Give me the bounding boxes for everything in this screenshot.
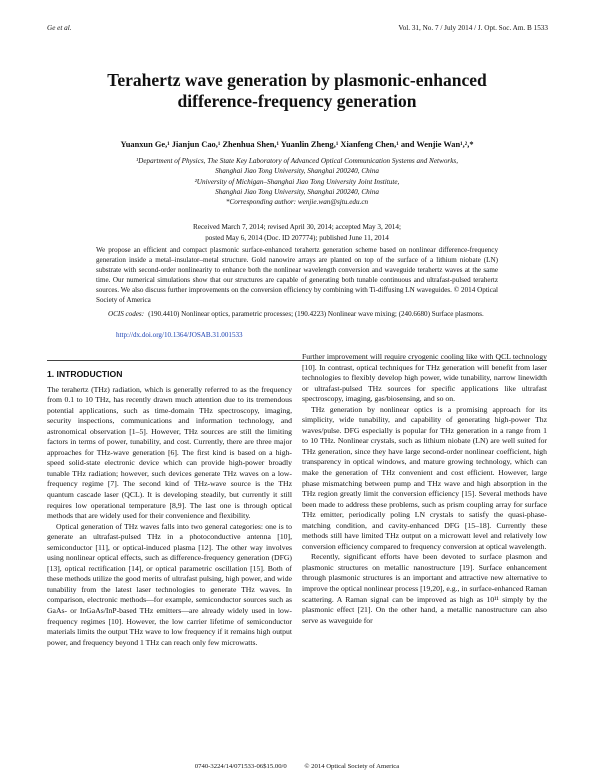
affiliations: [60, 156, 534, 207]
affiliation-line: Shanghai Jiao Tong University, Shanghai 200240, China: [215, 167, 379, 176]
affiliation-line: Shanghai Jiao Tong University, Shanghai 200240, China: [215, 187, 379, 196]
paper-title: [40, 70, 554, 112]
publication-dates: [60, 222, 534, 243]
paragraph: Further improvement will require cryogenic cooling like with QCL technology [10]. In contrast, optical techniques for THz generation will benefit from laser technologies to flexibly develop high power, wide tunability, narrow linewidth or ultrafast-pulsed THz sources for specific applications like ultrafast spectroscopy, imaging, gas/biosensing, and so on.: [302, 352, 547, 404]
section-heading: 1. INTRODUCTION: [47, 369, 123, 379]
title-line-1: Terahertz wave generation by plasmonic-enhanced: [107, 70, 487, 90]
dates-line-2: posted May 6, 2014 (Doc. ID 207774); published June 11, 2014: [205, 233, 389, 242]
abstract: We propose an efficient and compact plasmonic surface-enhanced terahertz generation scheme based on nonlinear difference-frequency generation inside a metal–insulator–metal structure. Gold nanowire arrays are planted on top of the surface of a lithium niobate (LN) substrate with second-order nonlinearity to enhance both the nonlinear wavelength conversion and waveguide terahertz waves at the same time. Our numerical simulations show that our structures are capable of generating both tunable continuous and ultrafast-pulsed terahertz sources. We also discuss further improvements on the conversion efficiency by combining with Ti-diffusing LN waveguides. © 2014 Optical Society of America: [96, 246, 498, 304]
page-footer: [47, 763, 547, 770]
affiliation-line: ¹Department of Physics, The State Key Laboratory of Advanced Optical Communication Systems and Networks,: [135, 157, 459, 165]
corresponding-author: *Corresponding author: wenjie.wan@sjtu.edu.cn: [225, 198, 369, 207]
doi-link[interactable]: http://dx.doi.org/10.1364/JOSAB.31.001533: [116, 331, 243, 339]
left-column: [47, 369, 292, 648]
ocis-label: OCIS codes:: [108, 310, 145, 318]
paragraph: The terahertz (THz) radiation, which is generally referred to as the frequency from 0.1 to 10 THz, has recently drawn much attention due to its tremendous potential applications, such as time-domain THz spectroscopy, imaging, security inspections, communications and information technology, and astronomical observation [1–5]. However, THz sources are still the limiting factors in terms of power, tunability, and cost. Currently, there are three major approaches for THz-wave generation [6]. The first kind is based on a high-speed solid-state electronic device which can provide high-power broadly tunable THz radiation; however, such devices generate THz waves on a low-frequency regime [7]. The second kind of THz-wave source is the THz quantum cascade laser (QCL). It is developing steadily, but currently it still requires low operational temperature [8,9]. The last one is through optical methods that are widely used for their convenience and flexibility.: [47, 384, 292, 521]
title-line-2: difference-frequency generation: [177, 91, 417, 111]
footer-copyright: © 2014 Optical Society of America: [304, 763, 400, 770]
ocis-codes: [108, 310, 498, 320]
running-header-authors: Ge et al.: [47, 24, 72, 32]
paragraph: THz generation by nonlinear optics is a promising approach for its simplicity, wide tunability, and capability of generating high-power Thz waves/pulse. DFG especially is popular for THz generation in a range from 1 to 10 THz. Nonlinear crystals, such as lithium niobate (LN) are well suited for THz generation, since they have large second-order nonlinear coefficient, high transparency in optical windows, and mature growing technology, which can make the generation of THz convenient and cost efficient. However, large phase mismatching between pump and THz wave and high absorption in the THz region greatly limit the conversion efficiency [15]. Several methods have been made to address these problems, such as prism coupling array for surface THz emitter, periodically poling LN crystals to satisfy the quasi-phase-matching condition, and cavity-enhanced DFG [15–18]. Currently these methods still have limited THz output on a microwatt level and relatively low conversion efficiency compared to frequency conversion at optical wavelength.: [302, 404, 547, 551]
author-list: Yuanxun Ge,¹ Jianjun Cao,¹ Zhenhua Shen,¹ Yuanlin Zheng,¹ Xianfeng Chen,¹ and Wenjie Wan¹,²,*: [120, 140, 474, 149]
ocis-text: (190.4410) Nonlinear optics, parametric processes; (190.4223) Nonlinear wave mixing; (240.6680) Surface plasmons.: [148, 310, 484, 318]
running-header-journal: Vol. 31, No. 7 / July 2014 / J. Opt. Soc. Am. B 1533: [398, 24, 548, 32]
right-column: [302, 352, 547, 626]
paragraph: Recently, significant efforts have been devoted to surface plasmon and plasmonic structures on metallic nanostructure [19]. Surface enhancement through plasmonic structures is an important and attractive new alternative to improve the optical nonlinear process [19,20], e.g., in surface-enhanced Raman scattering. A Raman signal can be improved as high as 10¹¹ simply by the plasmonic effect [21]. On the other hand, a metallic nanostructure can also serve as waveguide for: [302, 552, 547, 625]
dates-line-1: Received March 7, 2014; revised April 30, 2014; accepted May 3, 2014;: [193, 223, 401, 231]
paragraph: Optical generation of THz waves falls into two general categories: one is to generate an ultrafast-pulsed THz in a photoconductive antenna [10], semiconductor [11], or optical-induced plasma [12]. The other way involves using nonlinear optical effects, such as difference-frequency generation (DFG) [13], optical rectification [14], or optical parametric oscillation [15]. Both of these methods utilize the good merits of ultrafast pulsing, high power, and wide tunability from the latest laser technologies to generate THz waves. In comparison, electronic methods—for example, semiconductor sources such as GaAs- or InGaAs/InP-based THz emitters—are already widely used in low-frequency regimes [10]. However, the low carrier lifetime of semiconductor materials limits the output THz wave to low frequency if it remains high output power, and frequency beyond 1 THz can reach only few microwatts.: [47, 521, 292, 647]
footer-code: 0740-3224/14/071533-06$15.00/0: [194, 763, 287, 770]
affiliation-line: ²University of Michigan–Shanghai Jiao Tong University Joint Institute,: [194, 177, 400, 186]
